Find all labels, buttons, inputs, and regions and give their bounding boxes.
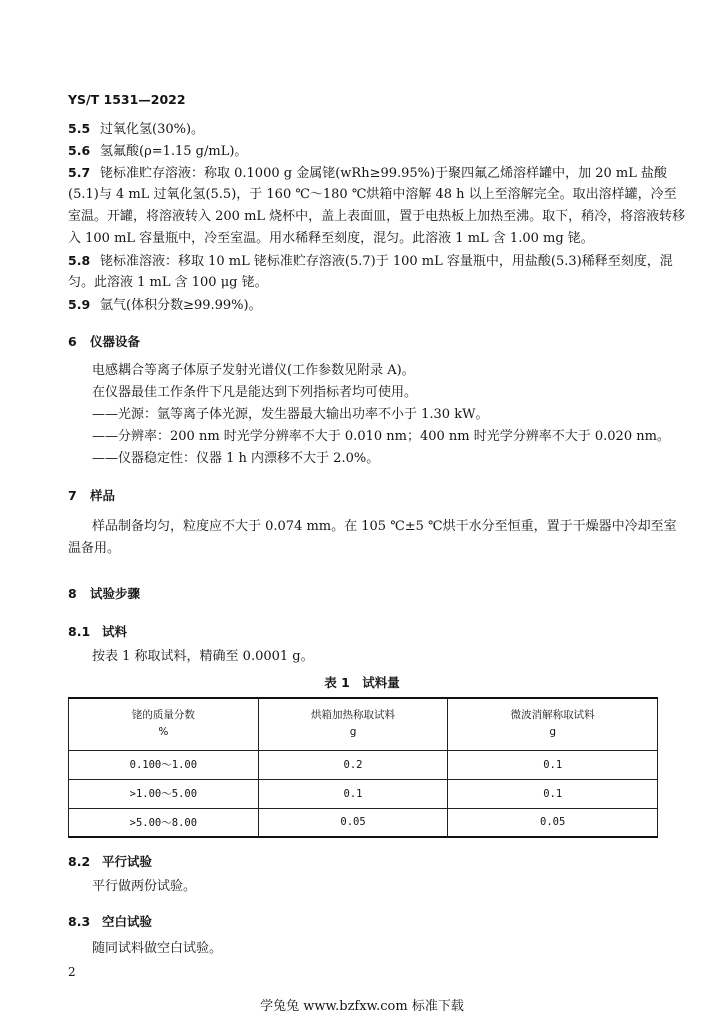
table-cell: 0.05 bbox=[258, 808, 448, 837]
list-item: ——仪器稳定性：仪器 1 h 内漂移不大于 2.0%。 bbox=[92, 451, 380, 466]
page-number: 2 bbox=[68, 965, 76, 979]
clause-text-line: 室温。开罐，将溶液转入 200 mL 烧杯中，盖上表面皿，置于电热板上加热至沸。取下，稍冷，将溶液转移 bbox=[68, 209, 686, 224]
paragraph-line: 在仪器最佳工作条件下凡是能达到下列指标者均可使用。 bbox=[92, 385, 418, 400]
clause-text: 氩气(体积分数≥99.99%)。 bbox=[100, 298, 262, 313]
section-heading-8 bbox=[68, 584, 140, 602]
list-item: ——分辨率：200 nm 时光学分辨率不大于 0.010 nm；400 nm 时光学分辨率不大于 0.020 nm。 bbox=[92, 429, 670, 444]
paragraph-line: 温备用。 bbox=[68, 541, 121, 556]
clause-number: 5.5 bbox=[68, 121, 91, 136]
clause-text-line: 匀。此溶液 1 mL 含 100 μg 铑。 bbox=[68, 275, 268, 290]
clause-text-line: 铑标准溶液：移取 10 mL 铑标准贮存溶液(5.7)于 100 mL 容量瓶中，用盐酸(5.3)稀释至刻度，混 bbox=[100, 254, 673, 269]
header-unit: g bbox=[549, 726, 557, 739]
header-label: 铑的质量分数 bbox=[131, 709, 195, 722]
table-cell: 0.100～1.00 bbox=[69, 750, 259, 779]
clause-text-line: 入 100 mL 容量瓶中，冷至室温。用水稀释至刻度，混匀。此溶液 1 mL 含 1.00 mg 铑。 bbox=[68, 231, 594, 246]
table-cell: >5.00～8.00 bbox=[69, 808, 259, 837]
header-unit: g bbox=[349, 726, 357, 739]
clause-5-9 bbox=[68, 294, 262, 317]
section-heading-8-1 bbox=[68, 622, 127, 640]
sample-mass-table bbox=[68, 697, 658, 838]
paragraph-line: 电感耦合等离子体原子发射光谱仪(工作参数见附录 A)。 bbox=[92, 363, 415, 378]
table-header-cell bbox=[69, 698, 259, 750]
table-cell: 0.05 bbox=[448, 808, 658, 837]
section-number: 8.2 bbox=[68, 854, 91, 869]
section-heading-7 bbox=[68, 486, 115, 504]
list-item: ——光源：氩等离子体光源，发生器最大输出功率不小于 1.30 kW。 bbox=[92, 407, 489, 422]
section-number: 6 bbox=[68, 334, 77, 349]
table-header-cell bbox=[448, 698, 658, 750]
section-heading-8-3 bbox=[68, 912, 152, 930]
clause-number: 5.6 bbox=[68, 143, 91, 158]
section-number: 8 bbox=[68, 586, 77, 601]
section-number: 8.3 bbox=[68, 914, 91, 929]
paragraph-line: 平行做两份试验。 bbox=[92, 879, 197, 894]
paragraph-line: 按表 1 称取试料，精确至 0.0001 g。 bbox=[92, 649, 314, 664]
paragraph-line: 样品制备均匀，粒度应不大于 0.074 mm。在 105 ℃±5 ℃烘干水分至恒重，置于干燥器中冷却至室 bbox=[92, 519, 677, 534]
clause-text: 过氧化氢(30%)。 bbox=[100, 122, 205, 137]
section-number: 7 bbox=[68, 488, 77, 503]
section-title: 试料 bbox=[102, 624, 128, 639]
section-title: 空白试验 bbox=[102, 914, 153, 929]
clause-text-line: (5.1)与 4 mL 过氧化氢(5.5)，于 160 ℃～180 ℃烘箱中溶解 48 h 以上至溶解完全。取出溶样罐，冷至 bbox=[68, 187, 677, 202]
table-cell: 0.1 bbox=[448, 750, 658, 779]
footer-watermark-link[interactable]: 学兔兔 www.bzfxw.com 标准下载 bbox=[260, 999, 464, 1014]
section-number: 8.1 bbox=[68, 624, 91, 639]
table-cell: >1.00～5.00 bbox=[69, 779, 259, 808]
section-heading-8-2 bbox=[68, 852, 152, 870]
table-cell: 0.2 bbox=[258, 750, 448, 779]
table-cell: 0.1 bbox=[258, 779, 448, 808]
section-heading-6 bbox=[68, 332, 140, 350]
table-row bbox=[69, 750, 658, 779]
clause-text-line: 铑标准贮存溶液：称取 0.1000 g 金属铑(wRh≥99.95%)于聚四氟乙烯溶样罐中，加 20 mL 盐酸 bbox=[100, 166, 667, 181]
header-label: 烘箱加热称取试料 bbox=[311, 709, 396, 722]
table-header-cell bbox=[258, 698, 448, 750]
table-caption: 表 1 试料量 bbox=[324, 675, 400, 690]
section-title: 仪器设备 bbox=[90, 334, 141, 349]
clause-5-8 bbox=[68, 250, 673, 273]
clause-number: 5.9 bbox=[68, 297, 91, 312]
clause-text: 氢氟酸(ρ=1.15 g/mL)。 bbox=[100, 144, 248, 159]
table-header-row bbox=[69, 698, 658, 750]
clause-number: 5.7 bbox=[68, 165, 91, 180]
section-title: 试验步骤 bbox=[90, 586, 141, 601]
table-row bbox=[69, 779, 658, 808]
paragraph-line: 随同试料做空白试验。 bbox=[92, 941, 223, 956]
section-title: 平行试验 bbox=[102, 854, 153, 869]
clause-number: 5.8 bbox=[68, 253, 91, 268]
table-row bbox=[69, 808, 658, 837]
header-label: 微波消解称取试料 bbox=[510, 709, 595, 722]
clause-5-5 bbox=[68, 118, 204, 141]
document-number: YS/T 1531—2022 bbox=[68, 92, 186, 107]
section-title: 样品 bbox=[90, 488, 116, 503]
clause-5-7 bbox=[68, 162, 667, 185]
table-cell: 0.1 bbox=[448, 779, 658, 808]
header-unit: % bbox=[158, 726, 169, 739]
clause-5-6 bbox=[68, 140, 247, 163]
